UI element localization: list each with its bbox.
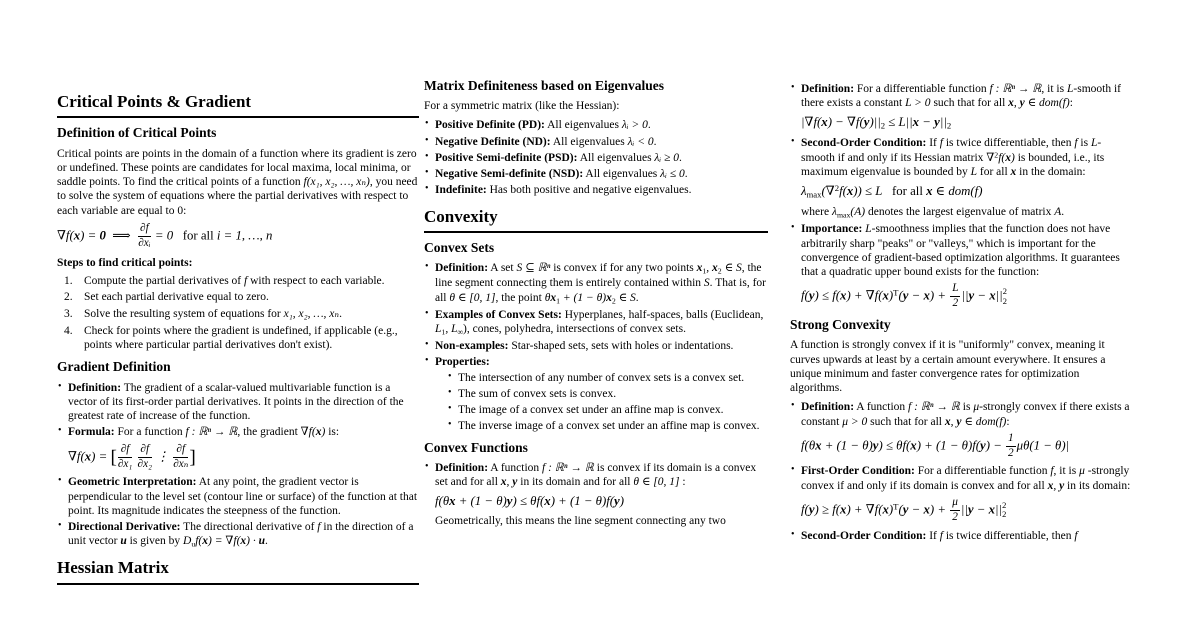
display-formula: $f(y) \le f(x) + \nabla f(x)^T(y - x)$ + $\frac{L}{2}$ ||y − x|| 2 2 [801, 282, 1007, 310]
bullet-list [790, 82, 1132, 310]
bullet-list [424, 118, 768, 197]
list-item: Set each partial derivative equal to zero. [84, 291, 269, 304]
bold-paragraph: Steps to find critical points: [57, 257, 193, 270]
display-formula: ∇f(x) = [ $\frac{\partial f}{\text{∂x₁}}$ $\frac{\partial f}{\text{∂x₂}}$ ⋮ $\frac{\partial f}{\text{∂xₙ}}$ ] [68, 442, 196, 470]
display-formula: f(θx + (1 − θ)y) ≤ θf(x) + (1 − θ)f(y) − $\frac{1}{2}$ μθ(1 − θ)| [801, 431, 1070, 459]
list-item: • Second-Order Condition: If f is twice differentiable, then f [790, 529, 1132, 543]
list-item: • Directional Derivative: The directional derivative of f in the direction of a unit vector u is given by $D_uf(x) = \nabla f(x) \cdot u$. [57, 520, 419, 549]
subsection-heading: Strong Convexity [790, 317, 891, 333]
list-item: • Geometric Interpretation: At any point, the gradient vector is perpendicular to the level set (contour line or surface) of the function at that point. Its magnitude indicates the steepness of the function. [57, 475, 419, 518]
nested-list-item: • The sum of convex sets is convex. [447, 387, 768, 401]
section-heading: Hessian Matrix [57, 558, 419, 584]
fraction: $\frac{\partial f}{\text{∂xₙ}}$ [173, 442, 189, 470]
list-item: Solve the resulting system of equations for x₁, x₂, …, xₙ. [84, 308, 342, 321]
list-item: • Positive Definite (PD): All eigenvalues λᵢ > 0. [424, 118, 768, 132]
subsection-heading: Gradient Definition [57, 359, 171, 375]
list-item: • Definition: The gradient of a scalar-valued multivariable function is a vector of its first-order partial derivatives. It points in the direction of the greatest rate of increase of the function. [57, 381, 419, 424]
display-formula: ∇f(x) = 0 ⟹ $\frac{\partial f}{\text{∂xᵢ}}$ = 0 for all i = 1, …, n [57, 221, 273, 249]
list-item: • Definition: A function f : ℝⁿ → ℝ is μ-strongly convex if there exists a constant μ > 0 such that for all x, y ∈ dom(f): f(θx + (1 − θ)y) ≤ θf(x) + (1 − θ)f(y) − $\frac{1}{2}$ μθ(1 − θ)| [790, 400, 1132, 459]
fraction: $\frac{1}{2}$ [1008, 431, 1014, 459]
continuation-text: Geometrically, this means the line segment connecting any two [435, 515, 726, 528]
bullet-list [790, 400, 1132, 543]
list-item: • Importance: L-smoothness implies that the function does not have arbitrarily sharp "peaks" or "valleys," which is important for the convergence of gradient-based optimization algorithms. It guarantees that a quadratic upper bound exists for the function: $f(y) \le f(x) + \nabla f(x)^T(y - x)$ + $\frac{L}{2}$ ||y − x|| 2 2 [790, 222, 1132, 310]
fraction: $\frac{\partial f}{\text{∂xᵢ}}$ [138, 221, 151, 249]
list-item: • Definition: A function f : ℝⁿ → ℝ is convex if its domain is a convex set and for all x, y in its domain and for all θ ∈ [0, 1] : f(θx + (1 − θ)y) ≤ θf(x) + (1 − θ)f(y) Geometrically, this means the line segment connecting any two [424, 461, 768, 529]
fraction: $\frac{\partial f}{\text{∂x₂}}$ [137, 442, 152, 470]
section-heading: Convexity [424, 207, 768, 233]
nested-list-item: • The intersection of any number of convex sets is a convex set. [447, 371, 768, 385]
list-item: • Second-Order Condition: If f is twice differentiable, then f is L-smooth if and only if its Hessian matrix ∇$^2$f(x) is bounded, i.e., its maximum eigenvalue is bounded by L for all x in the domain: $\lambda_{max}(\nabla^2f(x)) \le L$ for all x ∈ dom(f) where $\lambda_{max}(A)$ denotes the largest eigenvalue of matrix A. [790, 136, 1132, 221]
list-item: • Indefinite: Has both positive and negative eigenvalues. [424, 183, 768, 197]
list-item: • Negative Definite (ND): All eigenvalues λᵢ < 0. [424, 135, 768, 149]
nested-list-item: • The inverse image of a convex set under an affine map is convex. [447, 419, 768, 433]
list-item: • Positive Semi-definite (PSD): All eigenvalues λᵢ ≥ 0. [424, 151, 768, 165]
subsection-heading: Matrix Definiteness based on Eigenvalues [424, 78, 665, 93]
paragraph: A function is strongly convex if it is "uniformly" convex, meaning it curves upwards at least by a certain amount everywhere. It ensures a unique minimum and faster convergence rates for optimization algorithms. [790, 339, 1106, 395]
fraction: $\frac{\partial f}{\text{∂x₁}}$ [117, 442, 133, 470]
column-critical-points-gradient [57, 92, 419, 590]
nested-bullet-list [447, 371, 768, 433]
column-definiteness-convexity [424, 78, 768, 534]
nested-list-item: • The image of a convex set under an affine map is convex. [447, 403, 768, 417]
list-item: • Examples of Convex Sets: Hyperplanes, half-spaces, balls (Euclidean, $L_1$, $L_\infty$), cones, polyhedra, intersections of convex sets. [424, 308, 768, 337]
numbered-list [57, 274, 419, 353]
subsection-heading: Definition of Critical Points [57, 125, 217, 141]
paragraph: For a symmetric matrix (like the Hessian): [424, 100, 620, 113]
list-item: • Properties: • The intersection of any number of convex sets is a convex set. • The sum of convex sets is convex. • The image of a convex set under an affine map is convex. • The inverse image of a convex set under an affine map is convex. [424, 355, 768, 433]
list-item: • Definition: For a differentiable function f : ℝⁿ → ℝ, it is L-smooth if there exists a constant L > 0 such that for all x, y ∈ dom(f): $|\nabla f(x) - \nabla f(y)||_2 \le L||x - y||_2$ [790, 82, 1132, 131]
bullet-list [424, 461, 768, 529]
list-item: • Formula: For a function f : ℝⁿ → ℝ, the gradient ∇f(x) is: ∇f(x) = [ $\frac{\partial f}{\text{∂x₁}}$ $\frac{\partial f}{\text{∂x₂}}$ ⋮ $\frac{\partial f}{\text{∂xₙ}}$ ] [57, 425, 419, 470]
list-item: Check for points where the gradient is undefined, if applicable (e.g., points where particular partial derivatives don't exist). [84, 324, 398, 352]
subsection-heading: Convex Functions [424, 439, 528, 455]
list-item: Compute the partial derivatives of f with respect to each variable. [84, 274, 385, 287]
list-item: • Negative Semi-definite (NSD): All eigenvalues λᵢ ≤ 0. [424, 167, 768, 181]
section-heading: Critical Points & Gradient [57, 92, 419, 118]
list-item: • First-Order Condition: For a differentiable function f, it is μ -strongly convex if and only if its domain is convex and for all x, y in its domain: $f(y) \ge f(x) + \nabla f(x)^T(y - x)$ + $\frac{\mu}{2}$ ||y − x|| 2 2 [790, 464, 1132, 523]
subsection-heading: Convex Sets [424, 240, 495, 256]
list-item: • Definition: A set S ⊆ ℝⁿ is convex if for any two points $x_1$, $x_2$ ∈ S, the line segment connecting them is entirely contained within S. That is, for all θ ∈ [0, 1], the point $\theta x_1 + (1 - \theta)x_2$ ∈ S. [424, 261, 768, 305]
display-formula: f(θx + (1 − θ)y) ≤ θf(x) + (1 − θ)f(y) [435, 493, 624, 508]
display-formula: $f(y) \ge f(x) + \nabla f(x)^T(y - x)$ + $\frac{\mu}{2}$ ||y − x|| 2 2 [801, 495, 1007, 523]
paragraph: Critical points are points in the domain of a function where its gradient is zero or undefined. These points are candidates for local maxima, local minima, or saddle points. To find the critical points of a function f(x₁, x₂, …, xₙ), you need to solve the system of equations where the partial derivatives with respect to each variable are equal to 0: [57, 147, 418, 217]
bullet-list [57, 381, 419, 550]
fraction: $\frac{\mu}{2}$ [952, 495, 958, 523]
list-item: • Non-examples: Star-shaped sets, sets with holes or indentations. [424, 339, 768, 353]
display-formula: $|\nabla f(x) - \nabla f(y)||_2 \le L||x - y||_2$ [801, 114, 952, 131]
display-formula: $\lambda_{max}(\nabla^2f(x)) \le L$ for all x ∈ dom(f) [801, 183, 983, 200]
fraction: $\frac{L}{2}$ [952, 282, 959, 310]
continuation-text: where $\lambda_{max}(A)$ denotes the largest eigenvalue of matrix A. [801, 206, 1065, 220]
bullet-list [424, 261, 768, 433]
column-smoothness-strong-convexity [790, 80, 1132, 548]
